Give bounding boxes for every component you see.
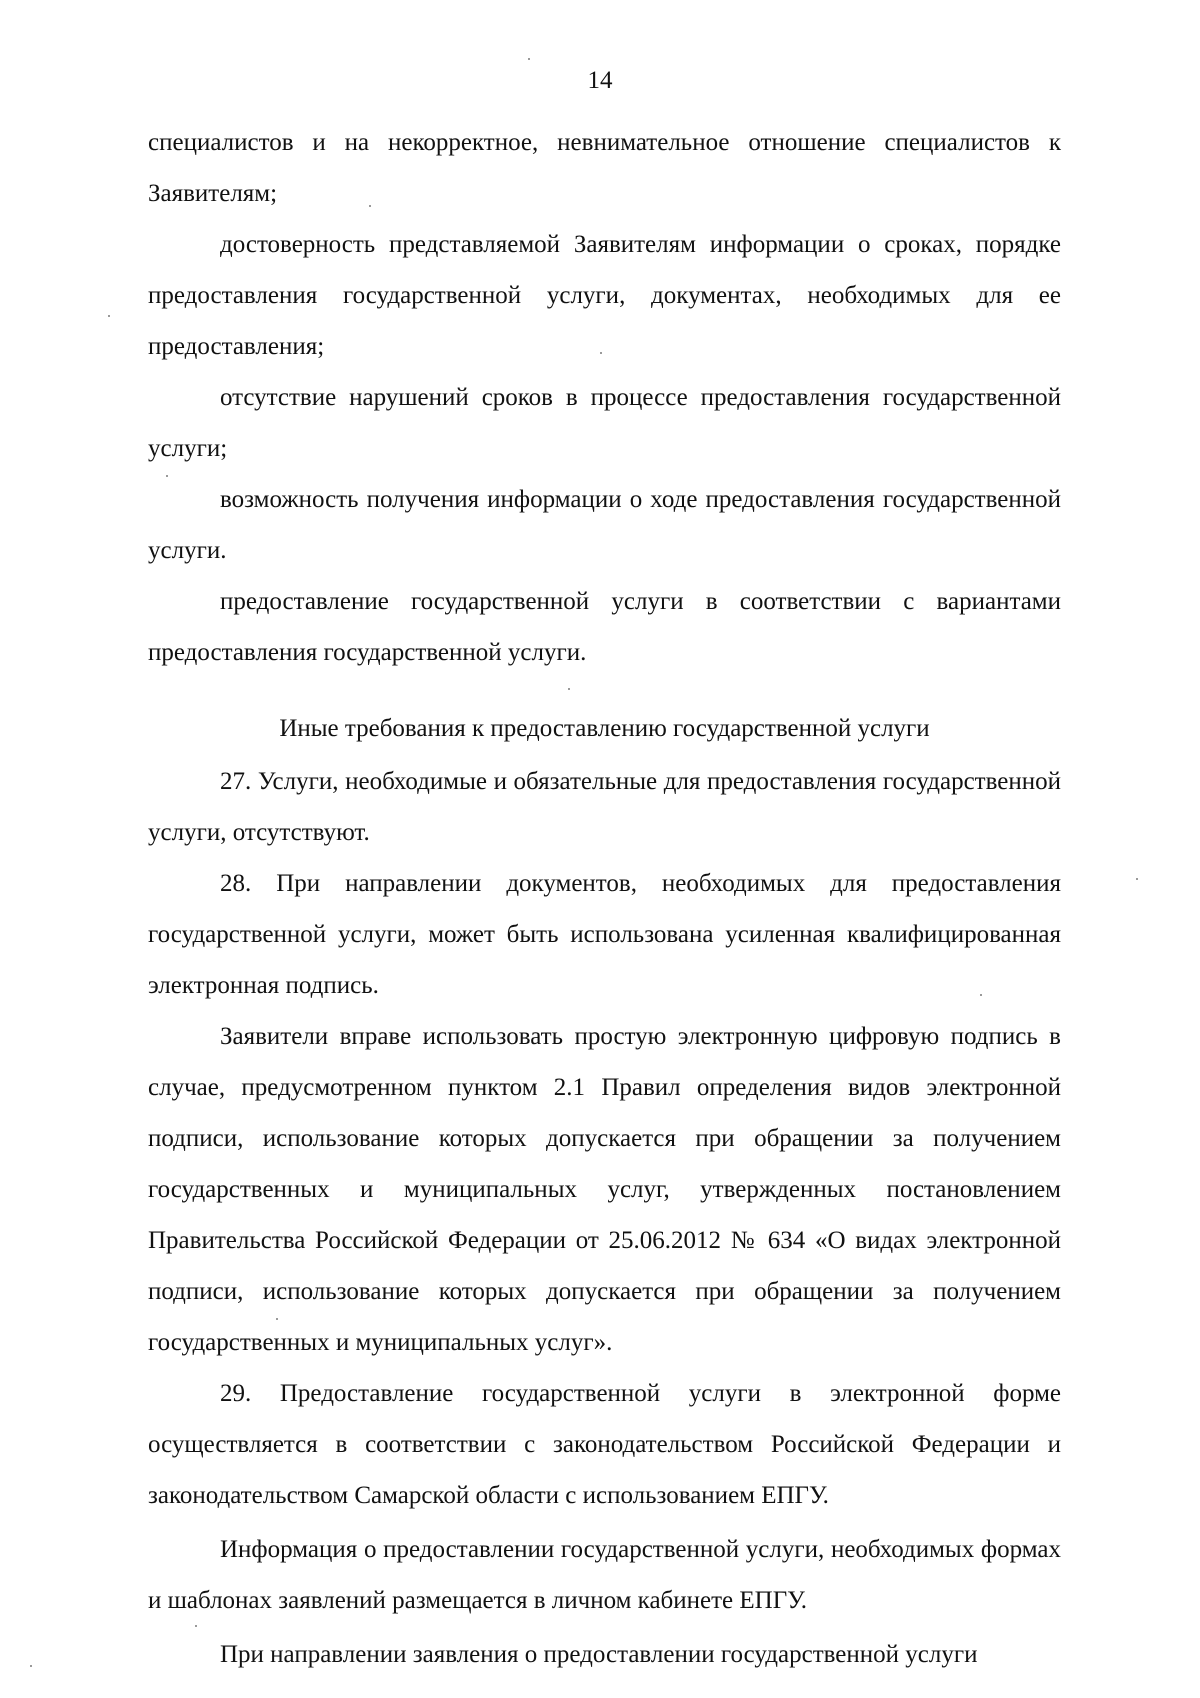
scan-speck xyxy=(528,58,530,60)
paragraph: Заявители вправе использовать простую электронную цифровую подпись в случае, предусмотренном пунктом 2.1 Правил определения видов электронной подписи, использование которых допускается при обращении за получением государственных и муниципальных услуг, утвержденных постановлением Правительства Российской Федерации от 25.06.2012 № 634 «О видах электронной подписи, использование которых допускается при обращении за получением государственных и муниципальных услуг». xyxy=(148,1023,1061,1356)
paragraph: Информация о предоставлении государственной услуги, необходимых формах и шаблонах заявлений размещается в личном кабинете ЕПГУ. xyxy=(148,1536,1061,1614)
paragraph: отсутствие нарушений сроков в процессе предоставления государственной услуги; xyxy=(148,384,1061,462)
document-body xyxy=(148,117,1061,1680)
scan-speck xyxy=(369,205,371,207)
scan-speck xyxy=(30,1665,32,1667)
scan-speck xyxy=(600,352,602,354)
scan-speck xyxy=(568,688,570,690)
paragraph-28: 28. При направлении документов, необходимых для предоставления государственной услуги, может быть использована усиленная квалифицированная электронная подпись. xyxy=(148,870,1061,999)
scan-speck xyxy=(195,1625,197,1627)
paragraph: При направлении заявления о предоставлении государственной услуги xyxy=(220,1641,978,1668)
paragraph: достоверность представляемой Заявителям информации о сроках, порядке предоставления государственной услуги, документах, необходимых для ее предоставления; xyxy=(148,231,1061,360)
scan-speck xyxy=(276,1318,278,1320)
paragraph: возможность получения информации о ходе предоставления государственной услуги. xyxy=(148,486,1061,564)
paragraph: специалистов и на некорректное, невнимательное отношение специалистов к Заявителям; xyxy=(148,129,1061,207)
scan-speck xyxy=(980,994,982,996)
scan-speck xyxy=(166,475,168,477)
paragraph-27: 27. Услуги, необходимые и обязательные для предоставления государственной услуги, отсутствуют. xyxy=(148,768,1061,846)
paragraph: предоставление государственной услуги в соответствии с вариантами предоставления государственной услуги. xyxy=(148,588,1061,666)
section-heading: Иные требования к предоставлению государственной услуги xyxy=(279,715,930,742)
scan-speck xyxy=(108,315,110,317)
page-number: 14 xyxy=(587,67,613,94)
paragraph-29: 29. Предоставление государственной услуги в электронной форме осуществляется в соответствии с законодательством Российской Федерации и законодательством Самарской области с использованием ЕПГУ. xyxy=(148,1380,1061,1509)
scan-speck xyxy=(1136,878,1138,880)
